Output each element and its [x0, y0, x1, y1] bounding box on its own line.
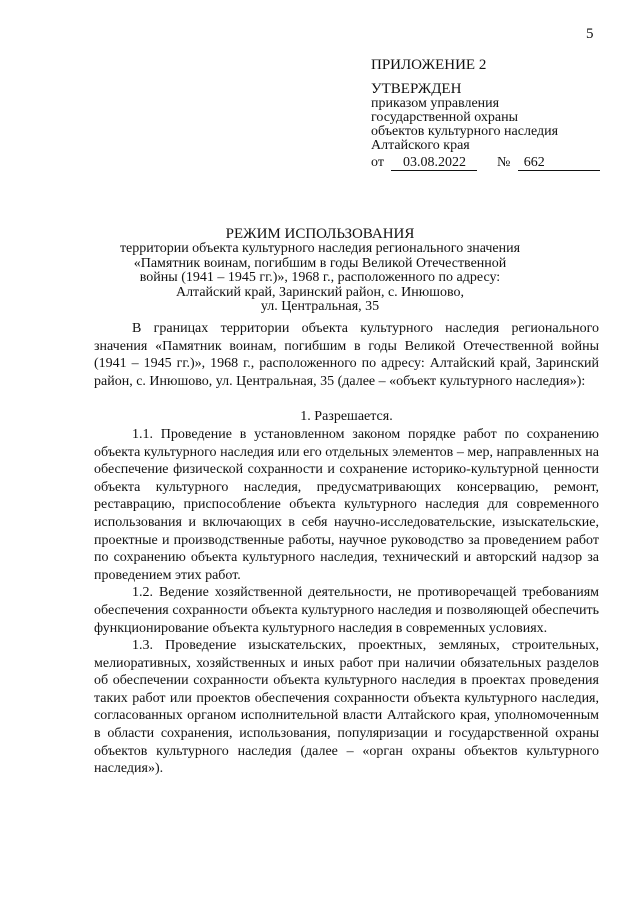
title-subtitle-line: «Памятник воинам, погибшим в годы Великой Отечественной [133, 255, 507, 271]
page-number: 5 [586, 26, 594, 42]
approval-line: государственной охраны [371, 110, 519, 125]
item-paragraph: 1.3. Проведение изыскательских, проектных, земляных, строительных, мелиоративных, хозяйственных и иных работ при наличии обязательных разделов об обеспечении сохранности объекта культурного наследия в проектах проведения таких работ или проектов обеспечения сохранности объекта культурного наследия, согласованных органом исполнительной власти Алтайского края, уполномоченным в области сохранения, использования, популяризации и государственной охраны объектов культурного наследия (далее – «орган охраны объектов культурного наследия»). [94, 638, 599, 777]
order-date: 03.08.2022 [391, 156, 477, 171]
section-heading: 1. Разрешается. [300, 409, 393, 425]
document-body [94, 320, 599, 778]
order-date-number-line [371, 156, 611, 171]
title-subtitle-line: территории объекта культурного наследия регионального значения [119, 241, 521, 256]
title-subtitle-line: ул. Центральная, 35 [260, 299, 380, 314]
item-paragraph: 1.2. Ведение хозяйственной деятельности, не противоречащей требованиям обеспечения сохранности объекта культурного наследия и позволяющей обеспечить функционирование объекта культурного наследия в современных условиях. [94, 585, 599, 636]
from-label: от [371, 155, 384, 170]
approval-block [371, 58, 611, 171]
approval-line: приказом управления [371, 96, 500, 111]
appendix-label: ПРИЛОЖЕНИЕ 2 [371, 57, 487, 73]
title-subtitle-line: Алтайский край, Заринский район, с. Инюшово, [175, 284, 465, 300]
document-title-block [100, 226, 540, 315]
title-subtitle-line: войны (1941 – 1945 гг.)», 1968 г., расположенного по адресу: [139, 270, 501, 285]
intro-paragraph: В границах территории объекта культурного наследия регионального значения «Памятник воинам, погибшим в годы Великой Отечественной войны (1941 – 1945 гг.)», 1968 г., расположенного по адресу: Алтайский край, Заринский район, с. Инюшово, ул. Центральная, 35 (далее – «объект культурного наследия»): [94, 321, 599, 389]
approved-label: УТВЕРЖДЕН [371, 81, 462, 97]
item-paragraph: 1.1. Проведение в установленном законом порядке работ по сохранению объекта культурного наследия или его отдельных элементов – мер, направленных на обеспечение физической сохранности и сохранение историко-культурной ценности объекта культурного наследия, предусматривающих консервацию, ремонт, реставрацию, приспособление объекта культурного наследия для современного использования и включающих в себя научно-исследовательские, изыскательские, проектные и производственные работы, научное руководство за проведением работ по сохранению объекта культурного наследия, технический и авторский надзор за проведением этих работ. [94, 426, 599, 583]
order-number: 662 [518, 156, 600, 171]
document-title: РЕЖИМ ИСПОЛЬЗОВАНИЯ [225, 226, 415, 242]
approval-line: объектов культурного наследия [371, 124, 559, 139]
approval-line: Алтайского края [371, 138, 470, 153]
number-label: № [496, 155, 511, 170]
